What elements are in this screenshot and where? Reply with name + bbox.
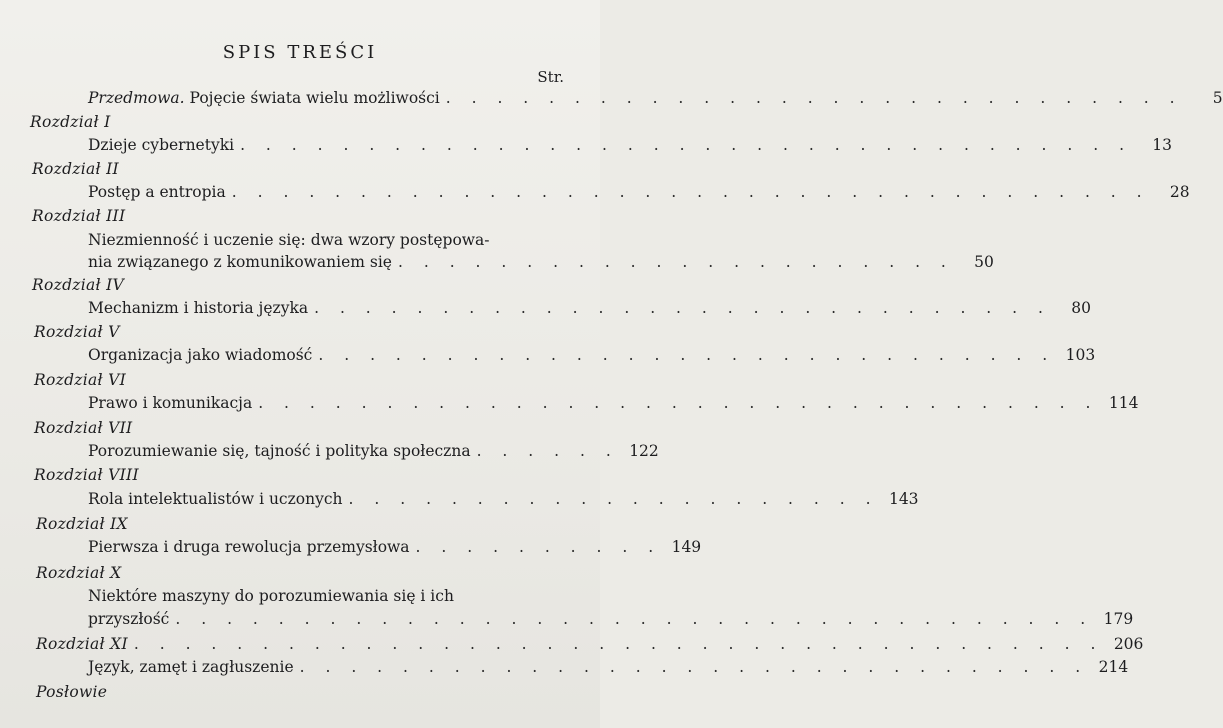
chapter-title-line: Niektóre maszyny do porozumiewania się i ich: [88, 587, 454, 605]
chapter-heading: Rozdział VIII: [34, 466, 139, 484]
chapter-entry: Prawo i komunikacja . . . . . . . . . . . . . . . . . . . . . . . . . . . . . . . . . 114: [88, 391, 564, 415]
chapter-title: Postęp a entropia: [88, 183, 226, 201]
chapter-heading: Rozdział III: [32, 207, 126, 225]
chapter-entry: przyszłość . . . . . . . . . . . . . . . . . . . . . . . . . . . . . . . . . . . . 179: [88, 607, 564, 631]
chapter-title: Rola intelektualistów i uczonych: [88, 490, 343, 508]
afterword-heading: Posłowie: [36, 683, 108, 701]
chapter-heading: Rozdział IV: [32, 276, 125, 294]
chapter-title: przyszłość: [88, 610, 170, 628]
preface-text: Pojęcie świata wielu możliwości: [189, 89, 440, 107]
chapter-heading: Rozdział VI: [34, 371, 127, 389]
chapter-title: Porozumiewanie się, tajność i polityka społeczna: [88, 442, 471, 460]
chapter-page: 122: [629, 442, 659, 460]
chapter-page: 114: [1108, 394, 1139, 412]
preface-page: 5: [1212, 89, 1223, 107]
chapter-page: 149: [671, 538, 702, 556]
chapter-title: nia związanego z komunikowaniem się: [88, 253, 392, 271]
chapter-title: Pierwsza i druga rewolucja przemysłowa: [88, 538, 410, 556]
chapter-page: 143: [888, 490, 919, 508]
preface-entry: Przedmowa. Pojęcie świata wielu możliwości . . . . . . . . . . . . . . . . . . . . . . . . . . . . . 5: [88, 86, 564, 110]
chapter-heading: Rozdział X: [36, 564, 122, 582]
chapter-page: 103: [1065, 346, 1096, 364]
chapter-title: Mechanizm i historia języka: [88, 299, 309, 317]
page-title: SPIS TREŚCI: [222, 42, 378, 63]
chapter-entry: Pierwsza i druga rewolucja przemysłowa . . . . . . . . . . 149: [88, 535, 564, 559]
chapter-title: Język, zamęt i zagłuszenie: [88, 658, 294, 676]
chapter-heading: Rozdział V: [34, 323, 120, 341]
chapter-page: 179: [1103, 610, 1134, 628]
chapter-page: 50: [974, 253, 994, 271]
page-column-header: Str.: [537, 68, 564, 86]
chapter-page: 206: [1113, 635, 1144, 653]
preface-label: Przedmowa.: [88, 89, 185, 107]
chapter-entry: Mechanizm i historia języka . . . . . . . . . . . . . . . . . . . . . . . . . . . . . 80: [88, 296, 564, 320]
chapter-page: 28: [1169, 183, 1190, 201]
chapter-title: Dzieje cybernetyki: [88, 136, 235, 154]
chapter-heading-entry: Rozdział XI . . . . . . . . . . . . . . . . . . . . . . . . . . . . . . . . . . . . . . 206: [36, 632, 564, 656]
chapter-entry: Postęp a entropia . . . . . . . . . . . . . . . . . . . . . . . . . . . . . . . . . . . . 28: [88, 180, 564, 204]
chapter-heading: Rozdział VII: [34, 419, 133, 437]
afterword-page: 214: [1098, 658, 1129, 676]
chapter-heading: Rozdział IX: [36, 515, 128, 533]
chapter-title: Prawo i komunikacja: [88, 394, 253, 412]
chapter-entry: Dzieje cybernetyki . . . . . . . . . . . . . . . . . . . . . . . . . . . . . . . . . . . 13: [88, 133, 564, 157]
chapter-page: 13: [1152, 136, 1173, 154]
chapter-heading: Rozdział II: [32, 160, 119, 178]
chapter-heading: Rozdział I: [30, 113, 111, 131]
chapter-entry: Organizacja jako wiadomość . . . . . . . . . . . . . . . . . . . . . . . . . . . . . 103: [88, 343, 564, 367]
chapter-entry: Język, zamęt i zagłuszenie . . . . . . . . . . . . . . . . . . . . . . . . . . . . . . . 214: [88, 655, 564, 679]
chapter-entry: nia związanego z komunikowaniem się . . . . . . . . . . . . . . . . . . . . . . 50: [88, 250, 564, 274]
chapter-entry: Porozumiewanie się, tajność i polityka społeczna . . . . . . 122: [88, 439, 564, 463]
chapter-heading: Rozdział XI: [36, 635, 128, 653]
chapter-title: Organizacja jako wiadomość: [88, 346, 313, 364]
chapter-entry: Rola intelektualistów i uczonych . . . . . . . . . . . . . . . . . . . . . 143: [88, 487, 564, 511]
chapter-page: 80: [1071, 299, 1091, 317]
chapter-title-line: Niezmienność i uczenie się: dwa wzory postępowa-: [88, 231, 490, 249]
